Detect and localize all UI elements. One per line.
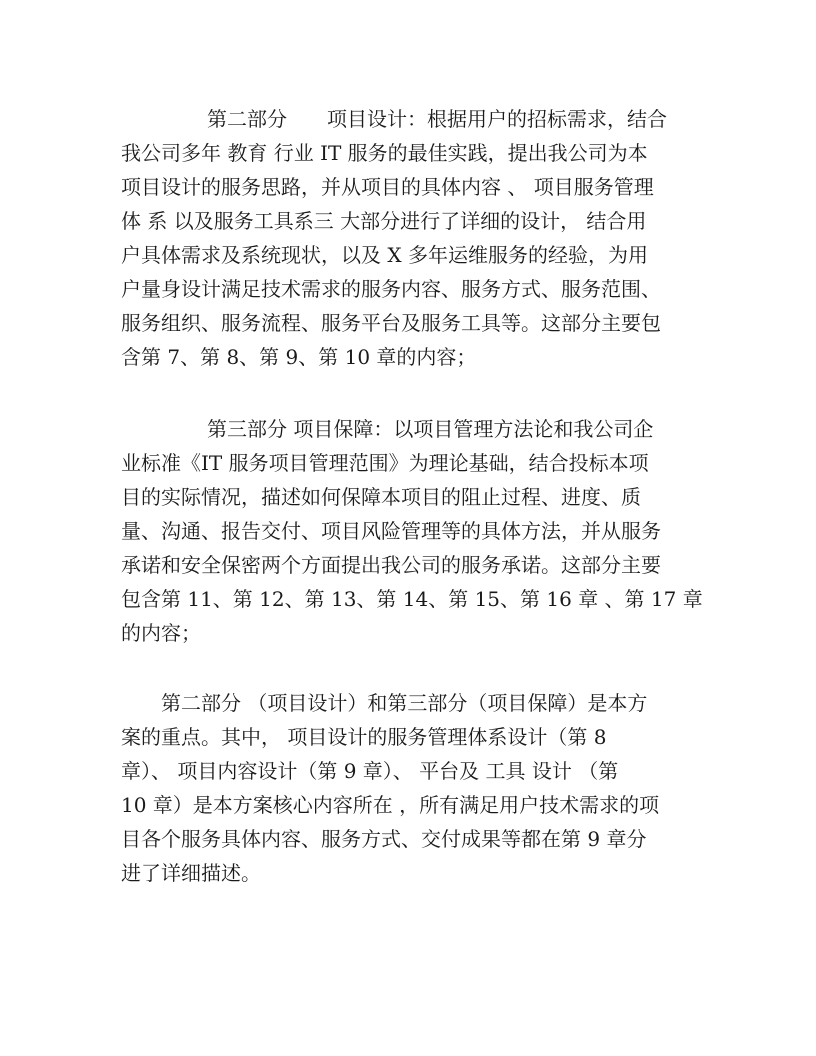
paragraph-3-line-4: 10 章）是本方案核心内容所在 ，所有满足用户技术需求的项	[121, 793, 660, 817]
paragraph-3-line-6: 进了详细描述。	[121, 861, 261, 885]
paragraph-1-line-6: 户量身设计满足技术需求的服务内容、服务方式、服务范围、	[121, 277, 661, 301]
paragraph-1-line-8: 含第 7、第 8、第 9、第 10 章的内容；	[121, 345, 477, 369]
paragraph-2-line-1: 第三部分 项目保障：以项目管理方法论和我公司企	[207, 417, 654, 441]
paragraph-2-line-2: 业标准《IT 服务项目管理范围》为理论基础，结合投标本项	[121, 451, 649, 475]
paragraph-1-line-3: 项目设计的服务思路，并从项目的具体内容 、 项目服务管理	[121, 175, 654, 199]
paragraph-2-line-5: 承诺和安全保密两个方面提出我公司的服务承诺。这部分主要	[121, 553, 661, 577]
paragraph-1-line-5: 户具体需求及系统现状，以及 X 多年运维服务的经验，为用	[121, 243, 648, 267]
paragraph-2-line-6: 包含第 11、第 12、第 13、第 14、第 15、第 16 章 、第 17 章	[121, 587, 703, 611]
paragraph-3-line-2: 案的重点。其中， 项目设计的服务管理体系设计（第 8	[121, 725, 607, 749]
paragraph-1-line-1: 第二部分 项目设计：根据用户的招标需求，结合	[207, 107, 667, 131]
paragraph-3-line-3: 章）、 项目内容设计（第 9 章）、 平台及 工具 设计 （第	[121, 759, 619, 783]
paragraph-2-line-4: 量、沟通、报告交付、项目风险管理等的具体方法，并从服务	[121, 519, 661, 543]
paragraph-2-line-3: 目的实际情况，描述如何保障本项目的阻止过程、进度、质	[121, 485, 641, 509]
paragraph-1-line-4: 体 系 以及服务工具系三 大部分进行了详细的设计， 结合用	[121, 209, 647, 233]
paragraph-2-line-7: 的内容；	[121, 621, 201, 645]
paragraph-1-line-2: 我公司多年 教育 行业 IT 服务的最佳实践，提出我公司为本	[121, 141, 648, 165]
paragraph-3-line-1: 第二部分 （项目设计）和第三部分（项目保障）是本方	[161, 691, 648, 715]
paragraph-1-line-7: 服务组织、服务流程、服务平台及服务工具等。这部分主要包	[121, 311, 661, 335]
paragraph-3-line-5: 目各个服务具体内容、服务方式、交付成果等都在第 9 章分	[121, 827, 647, 851]
